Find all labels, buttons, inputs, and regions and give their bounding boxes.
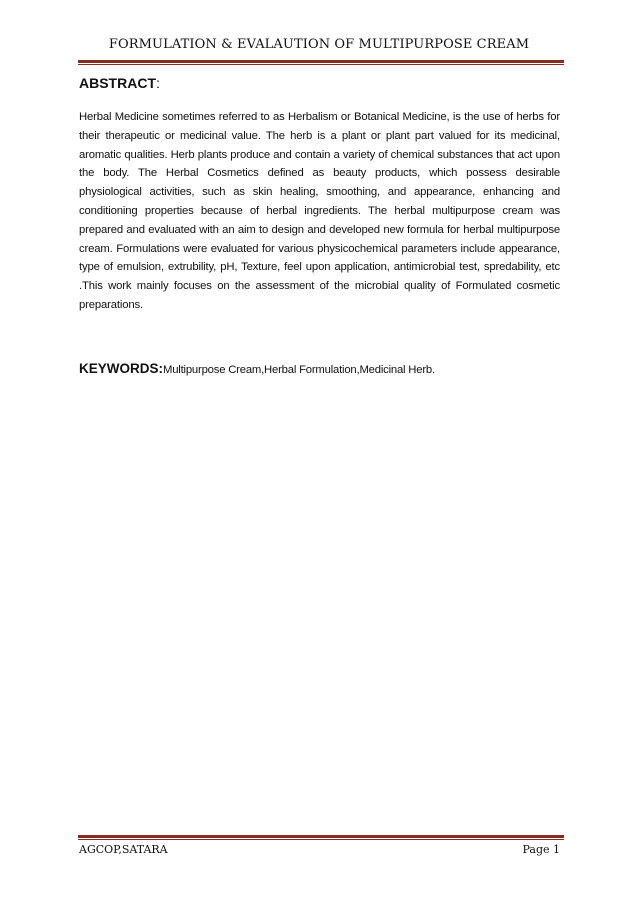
running-header-title: FORMULATION & EVALAUTION OF MULTIPURPOSE CREAM: [108, 37, 530, 52]
abstract-heading: [79, 75, 160, 91]
header-rule-thick: [78, 60, 564, 63]
footer-page-number: Page 1: [522, 843, 560, 856]
abstract-body: Herbal Medicine sometimes referred to as Herbalism or Botanical Medicine, is the use of herbs for their therapeutic or medicinal value. The herb is a plant or plant part valued for its medicinal, aromatic qualities. Herb plants produce and contain a variety of chemical substances that act upon the body. The Herbal Cosmetics defined as beauty products, which possess desirable physiological activities, such as skin healing, smoothing, and appearance, enhancing and conditioning properties because of herbal ingredients. The herbal multipurpose cream was prepared and evaluated with an aim to design and developed new formula for herbal multipurpose cream. Formulations were evaluated for various physicochemical parameters include appearance, type of emulsion, extrubility, pH, Texture, feel upon application, antimicrobial test, spredability, etc .This work mainly focuses on the assessment of the microbial quality of Formulated cosmetic preparations.: [79, 111, 560, 311]
keywords-label: KEYWORDS:: [79, 361, 163, 376]
footer-rule-thin: [78, 839, 564, 840]
header-rule-thin: [78, 64, 564, 65]
abstract-heading-colon: :: [156, 75, 160, 91]
footer-rule-thick: [78, 835, 564, 838]
keywords-line: [79, 361, 560, 376]
abstract-heading-label: ABSTRACT: [79, 75, 156, 91]
keywords-text: Multipurpose Cream,Herbal Formulation,Medicinal Herb.: [163, 364, 435, 376]
footer-institution: AGCOP,SATARA: [79, 843, 168, 856]
